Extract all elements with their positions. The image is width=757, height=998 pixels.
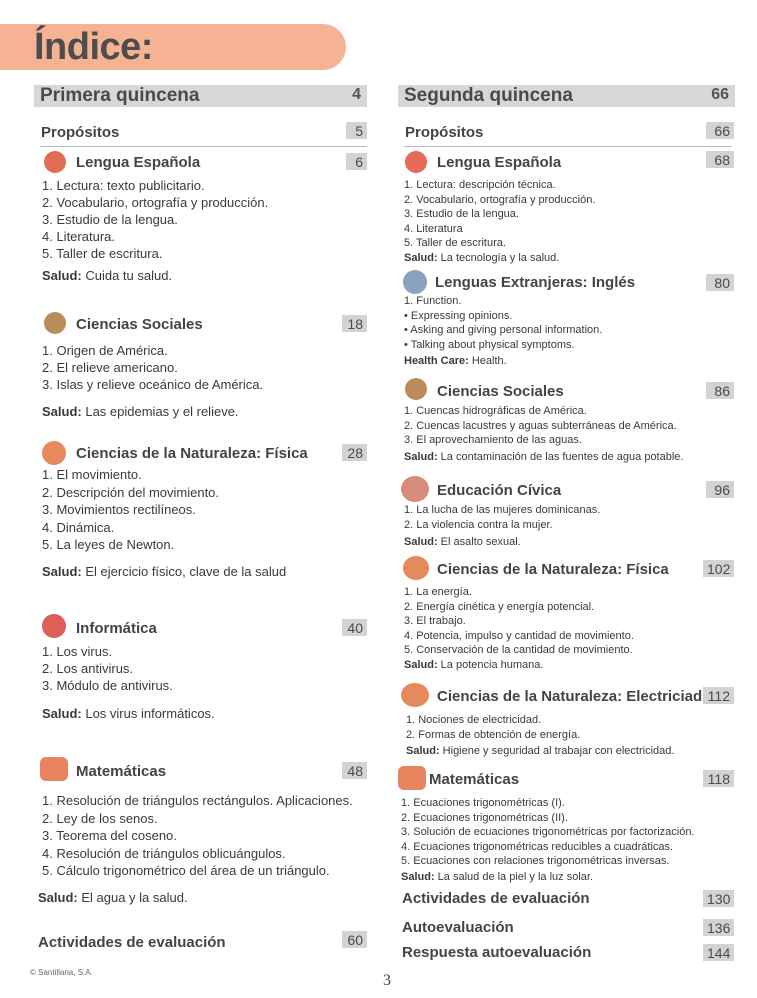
section-page: 96: [706, 481, 734, 498]
left-fisica-items: [42, 466, 219, 554]
list-item: 3. El aprovechamiento de las aguas.: [404, 434, 582, 446]
note-text: La contaminación de las fuentes de agua potable.: [437, 451, 684, 463]
health-note: [404, 355, 507, 367]
salud-note: [404, 451, 683, 463]
note-label: Salud:: [404, 659, 438, 671]
list-item: 3. Teorema del coseno.: [42, 828, 177, 843]
salud-note: [404, 252, 559, 264]
right-propositos-label: Propósitos: [405, 124, 484, 141]
left-actividades-page: 60: [342, 931, 367, 948]
list-item: 1. Nociones de electricidad.: [406, 714, 542, 726]
section-page: 68: [706, 151, 734, 168]
list-item: 2. La violencia contra la mujer.: [404, 518, 553, 531]
list-item: 3. Movimientos rectilíneos.: [42, 502, 196, 517]
note-label: Salud:: [42, 564, 82, 579]
hand-icon: [44, 151, 66, 173]
section-page: 112: [703, 687, 734, 704]
note-label: Salud:: [42, 404, 82, 419]
list-item: 2. Vocabulario, ortografía y producción.: [404, 193, 596, 206]
section-title: Ciencias Sociales: [76, 316, 203, 333]
note-text: El asalto sexual.: [437, 536, 521, 548]
left-quincena-title: Primera quincena: [40, 85, 200, 106]
section-page: 118: [703, 770, 734, 787]
list-item: 1. Origen de América.: [42, 343, 168, 358]
note-text: Health.: [468, 355, 507, 367]
list-item: 4. Dinámica.: [42, 519, 115, 535]
section-title: Ciencias de la Naturaleza: Física: [437, 561, 669, 578]
right-actividades-page: 130: [703, 890, 734, 907]
note-label: Salud:: [42, 268, 82, 283]
right-civica-items: [404, 503, 600, 532]
science-icon: [401, 683, 429, 707]
note-label: Salud:: [42, 706, 82, 721]
list-item: 2. El relieve americano.: [42, 360, 178, 375]
note-label: Salud:: [404, 536, 438, 548]
list-item: • Asking and giving personal information.: [404, 324, 603, 336]
left-quincena-header: [34, 85, 367, 107]
divider: [404, 146, 732, 147]
globe-icon: [405, 378, 427, 400]
list-item: 3. El trabajo.: [404, 615, 466, 627]
list-item: 3. Estudio de la lengua.: [404, 208, 519, 220]
list-item: 5. Conservación de la cantidad de movimiento.: [404, 644, 633, 656]
section-page: 6: [346, 153, 367, 170]
note-text: Higiene y seguridad al trabajar con electricidad.: [439, 745, 675, 757]
note-label: Salud:: [404, 252, 438, 264]
left-sociales-items: [42, 342, 263, 393]
left-informatica-items: [42, 643, 173, 694]
list-item: 4. Literatura.: [42, 229, 115, 244]
list-item: 2. Descripción del movimiento.: [42, 484, 220, 500]
mouse-icon: [42, 614, 66, 638]
note-text: Cuida tu salud.: [81, 268, 173, 283]
left-propositos-label: Propósitos: [41, 124, 120, 141]
note-text: Las epidemias y el relieve.: [81, 404, 239, 419]
list-item: 4. Resolución de triángulos oblicuángulos.: [42, 845, 286, 861]
list-item: 2. Formas de obtención de energía.: [406, 728, 581, 741]
autoevaluacion-page: 136: [703, 919, 734, 936]
left-matematicas-items: [42, 792, 353, 880]
salud-note: [404, 659, 543, 671]
list-item: 1. Los virus.: [42, 644, 113, 659]
note-label: Health Care:: [404, 355, 469, 367]
note-text: La potencia humana.: [437, 659, 544, 671]
salud-note: [42, 564, 286, 579]
copyright-footer: © Santillana, S.A.: [30, 968, 93, 977]
list-item: 1. Lectura: texto publicitario.: [42, 178, 205, 193]
salud-note: [42, 268, 172, 283]
note-label: Salud:: [404, 451, 438, 463]
respuesta-autoevaluacion-label: Respuesta autoevaluación: [402, 944, 592, 961]
page-number: 3: [383, 972, 391, 989]
section-page: 40: [342, 619, 367, 636]
note-label: Salud:: [406, 745, 440, 757]
section-title: Matemáticas: [429, 771, 520, 788]
section-page: 18: [342, 315, 367, 332]
list-item: 5. Cálculo trigonométrico del área de un triángulo.: [42, 863, 330, 878]
list-item: 5. Taller de escritura.: [42, 246, 163, 261]
list-item: 1. Lectura: descripción técnica.: [404, 179, 556, 191]
left-quincena-page: 4: [352, 86, 361, 103]
note-label: Salud:: [401, 871, 435, 883]
globe-icon: [44, 312, 66, 334]
science-icon: [42, 441, 66, 465]
right-quincena-title: Segunda quincena: [404, 85, 573, 106]
list-item: 4. Potencia, impulso y cantidad de movimiento.: [404, 629, 634, 642]
note-text: El agua y la salud.: [77, 890, 188, 905]
right-quincena-page: 66: [711, 86, 729, 103]
salud-note: [38, 890, 188, 905]
salud-note: [401, 871, 593, 883]
note-text: La salud de la piel y la luz solar.: [434, 871, 593, 883]
civic-icon: [401, 476, 429, 502]
list-item: 1. Resolución de triángulos rectángulos. Aplicaciones.: [42, 793, 353, 808]
left-propositos-page: 5: [346, 122, 367, 139]
list-item: 3. Estudio de la lengua.: [42, 212, 178, 227]
list-item: 3. Solución de ecuaciones trigonométricas por factorización.: [401, 826, 695, 838]
left-actividades-label: Actividades de evaluación: [38, 934, 226, 951]
section-title: Lenguas Extranjeras: Inglés: [435, 274, 636, 291]
list-item: 1. Ecuaciones trigonométricas (I).: [401, 797, 565, 809]
list-item: • Talking about physical symptoms.: [404, 338, 575, 351]
right-matematicas-items: [401, 796, 695, 869]
section-title: Educación Cívica: [437, 482, 562, 499]
note-label: Salud:: [38, 890, 78, 905]
section-page: 80: [706, 274, 734, 291]
list-item: 2. Cuencas lacustres y aguas subterráneas de América.: [404, 419, 677, 432]
list-item: 2. Ecuaciones trigonométricas (II).: [401, 811, 568, 824]
section-title: Ciencias de la Naturaleza: Electriciad: [437, 688, 703, 705]
section-title: Informática: [76, 620, 157, 637]
section-page: 48: [342, 762, 367, 779]
science-icon: [403, 556, 429, 580]
math-icon: [398, 766, 426, 790]
right-fisica-items: [404, 585, 634, 658]
list-item: 3. Módulo de antivirus.: [42, 678, 173, 693]
flag-icon: [403, 270, 427, 294]
page-title: Índice:: [34, 26, 153, 68]
list-item: 5. La leyes de Newton.: [42, 537, 175, 552]
salud-note: [42, 706, 215, 721]
salud-note: [406, 745, 674, 757]
list-item: 1. La lucha de las mujeres dominicanas.: [404, 504, 601, 516]
salud-note: [42, 404, 239, 419]
list-item: • Expressing opinions.: [404, 309, 513, 322]
section-page: 102: [703, 560, 734, 577]
section-page: 28: [342, 444, 367, 461]
section-title: Lengua Española: [76, 154, 201, 171]
right-ingles-items: [404, 294, 602, 352]
right-quincena-header: [398, 85, 735, 107]
section-page: 86: [706, 382, 734, 399]
list-item: 4. Ecuaciones trigonométricas reducibles a cuadráticas.: [401, 840, 674, 853]
math-icon: [40, 757, 68, 781]
list-item: 2. Ley de los senos.: [42, 810, 158, 826]
respuesta-autoevaluacion-page: 144: [703, 944, 734, 961]
list-item: 4. Literatura: [404, 222, 463, 235]
right-electricidad-items: [406, 713, 580, 742]
left-lengua-items: [42, 177, 268, 262]
list-item: 2. Los antivirus.: [42, 661, 134, 676]
note-text: Los virus informáticos.: [81, 706, 215, 721]
list-item: 5. Taller de escritura.: [404, 237, 506, 249]
right-propositos-page: 66: [706, 122, 734, 139]
autoevaluacion-label: Autoevaluación: [402, 919, 514, 936]
section-title: Ciencias de la Naturaleza: Física: [76, 445, 308, 462]
divider: [40, 146, 367, 147]
right-actividades-label: Actividades de evaluación: [402, 890, 590, 907]
list-item: 5. Ecuaciones con relaciones trigonométricas inversas.: [401, 855, 670, 867]
list-item: 1. La energía.: [404, 586, 472, 598]
list-item: 2. Vocabulario, ortografía y producción.: [42, 195, 269, 210]
list-item: 1. El movimiento.: [42, 467, 142, 482]
list-item: 3. Islas y relieve oceánico de América.: [42, 377, 264, 392]
right-lengua-items: [404, 178, 595, 251]
salud-note: [404, 536, 521, 548]
hand-icon: [405, 151, 427, 173]
section-title: Matemáticas: [76, 763, 167, 780]
note-text: El ejercicio físico, clave de la salud: [81, 564, 287, 579]
list-item: 1. Function.: [404, 295, 462, 307]
section-title: Lengua Española: [437, 154, 562, 171]
list-item: 2. Energía cinética y energía potencial.: [404, 600, 595, 613]
section-title: Ciencias Sociales: [437, 383, 564, 400]
right-sociales-items: [404, 404, 677, 448]
note-text: La tecnología y la salud.: [437, 252, 560, 264]
list-item: 1. Cuencas hidrográficas de América.: [404, 405, 587, 417]
